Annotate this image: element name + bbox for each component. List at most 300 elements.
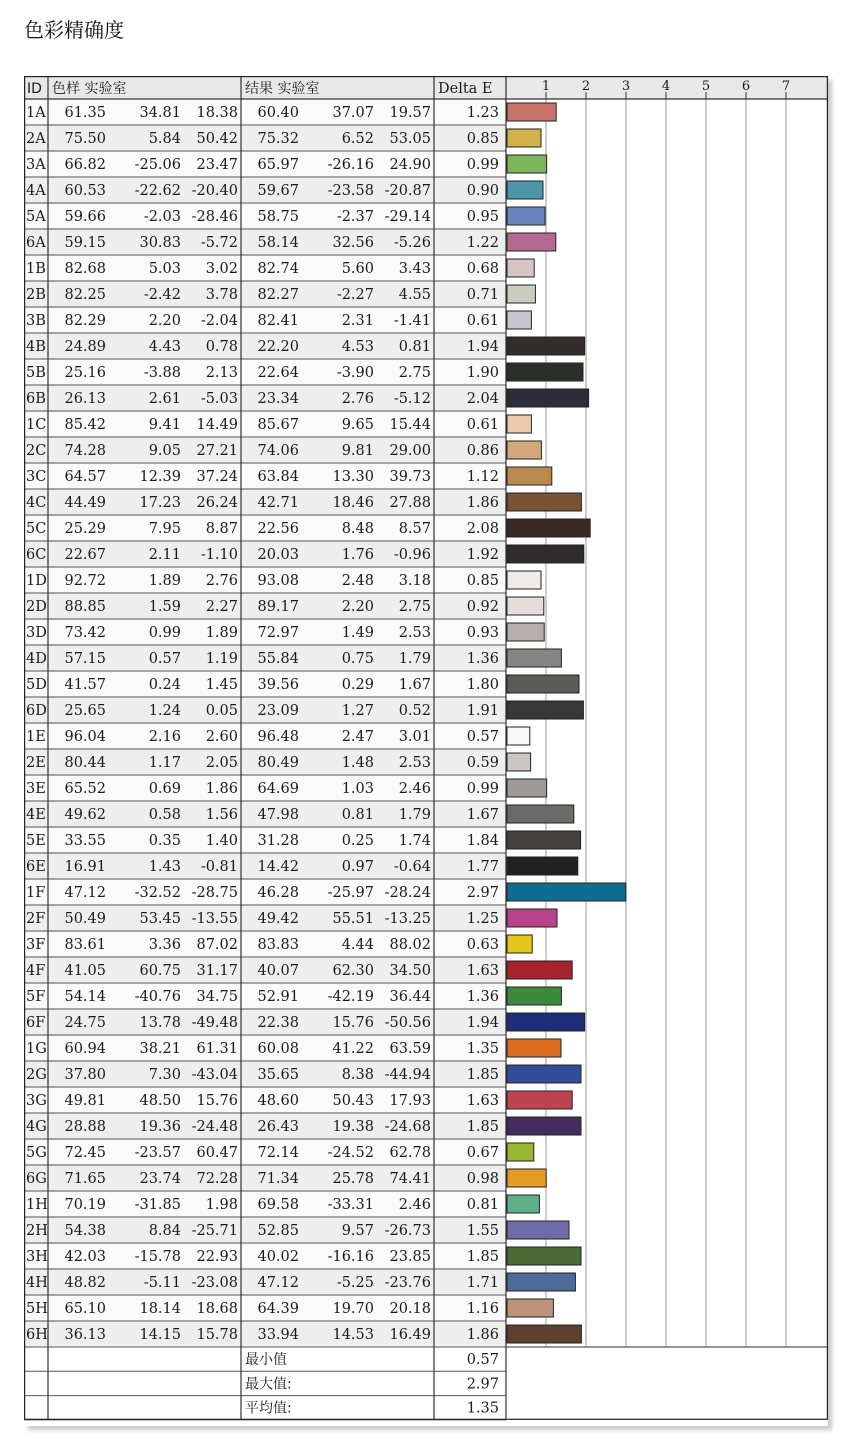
delta-bar-5G [507, 1143, 534, 1161]
delta-bar-4D [507, 649, 561, 667]
result-l: 22.56 [257, 521, 299, 537]
result-b: 2.53 [398, 625, 431, 641]
result-a: -3.90 [336, 365, 374, 381]
sample-b: 0.05 [205, 703, 238, 719]
delta-value: 1.77 [466, 859, 499, 875]
delta-bar-2D [507, 597, 544, 615]
sample-l: 42.03 [64, 1249, 106, 1265]
result-b: 34.50 [389, 963, 431, 979]
sample-a: 5.84 [148, 131, 181, 147]
sample-l: 47.12 [64, 885, 106, 901]
delta-value: 1.90 [466, 365, 499, 381]
sample-a: 13.78 [139, 1015, 181, 1031]
delta-value: 1.94 [466, 339, 499, 355]
sample-b: -2.04 [200, 313, 238, 329]
result-l: 65.97 [257, 157, 299, 173]
delta-bar-1D [507, 571, 541, 589]
delta-value: 0.93 [466, 625, 499, 641]
row-id: 6E [26, 859, 46, 875]
result-b: -1.41 [393, 313, 431, 329]
delta-bar-5H [507, 1299, 553, 1317]
result-a: 41.22 [332, 1041, 374, 1057]
sample-b: -5.72 [200, 235, 238, 251]
row-id: 4H [26, 1275, 48, 1291]
result-a: 9.81 [341, 443, 374, 459]
axis-tick-label: 7 [781, 79, 791, 94]
sample-a: 60.75 [139, 963, 181, 979]
delta-bar-1H [507, 1195, 539, 1213]
result-b: 1.67 [398, 677, 431, 693]
delta-value: 0.92 [466, 599, 499, 615]
sample-a: 0.35 [148, 833, 181, 849]
sample-l: 74.28 [64, 443, 106, 459]
delta-value: 1.16 [466, 1301, 499, 1317]
row-id: 6A [26, 235, 46, 251]
sample-l: 44.49 [64, 495, 106, 511]
row-id: 3C [26, 469, 47, 485]
sample-b: -28.46 [191, 209, 238, 225]
result-l: 58.14 [257, 235, 299, 251]
sample-a: 17.23 [139, 495, 181, 511]
row-id: 2H [26, 1223, 48, 1239]
sample-l: 59.66 [64, 209, 106, 225]
result-b: 53.05 [389, 131, 431, 147]
delta-bar-5E [507, 831, 581, 849]
result-b: 36.44 [389, 989, 431, 1005]
sample-l: 82.29 [64, 313, 106, 329]
result-l: 52.85 [257, 1223, 299, 1239]
delta-bar-5A [507, 207, 545, 225]
sample-a: 23.74 [139, 1171, 181, 1187]
sample-b: -23.08 [191, 1275, 238, 1291]
delta-bar-4H [507, 1273, 575, 1291]
result-b: -5.26 [393, 235, 431, 251]
delta-bar-3G [507, 1091, 572, 1109]
footer-label: 最大值: [245, 1376, 292, 1393]
sample-a: 38.21 [139, 1041, 181, 1057]
sample-a: 0.57 [148, 651, 181, 667]
sample-a: 14.15 [139, 1327, 181, 1343]
delta-e-chart [24, 76, 830, 1428]
row-id: 1H [26, 1197, 48, 1213]
sample-a: 3.36 [148, 937, 181, 953]
row-id: 1G [26, 1041, 47, 1057]
result-a: -5.25 [336, 1275, 374, 1291]
result-a: 1.48 [341, 755, 374, 771]
result-l: 85.67 [257, 417, 299, 433]
result-l: 35.65 [257, 1067, 299, 1083]
sample-a: -15.78 [134, 1249, 181, 1265]
sample-l: 24.75 [64, 1015, 106, 1031]
result-l: 80.49 [257, 755, 299, 771]
delta-bar-6A [507, 233, 556, 251]
result-b: -5.12 [393, 391, 431, 407]
sample-l: 25.16 [64, 365, 106, 381]
row-id: 3E [26, 781, 46, 797]
sample-b: -13.55 [191, 911, 238, 927]
result-b: -13.25 [384, 911, 431, 927]
sample-l: 65.52 [64, 781, 106, 797]
axis-tick-label: 4 [661, 79, 671, 94]
sample-l: 70.19 [64, 1197, 106, 1213]
row-id: 2C [26, 443, 47, 459]
sample-b: 14.49 [196, 417, 238, 433]
result-b: -20.87 [384, 183, 431, 199]
row-id: 1D [26, 573, 47, 589]
sample-l: 61.35 [64, 105, 106, 121]
sample-l: 37.80 [64, 1067, 106, 1083]
delta-value: 0.71 [466, 287, 499, 303]
delta-value: 1.86 [466, 1327, 499, 1343]
result-l: 75.32 [257, 131, 299, 147]
result-l: 47.12 [257, 1275, 299, 1291]
footer-value: 1.35 [466, 1400, 499, 1417]
sample-b: 50.42 [196, 131, 238, 147]
result-l: 64.39 [257, 1301, 299, 1317]
result-b: 74.41 [389, 1171, 431, 1187]
result-b: 19.57 [389, 105, 431, 121]
delta-value: 1.36 [466, 989, 499, 1005]
delta-bar-6E [507, 857, 578, 875]
row-id: 1C [26, 417, 47, 433]
sample-b: 72.28 [196, 1171, 238, 1187]
sample-l: 33.55 [64, 833, 106, 849]
delta-bar-6C [507, 545, 584, 563]
row-id: 6F [26, 1015, 46, 1031]
sample-a: 2.16 [148, 729, 181, 745]
result-l: 58.75 [257, 209, 299, 225]
sample-a: 19.36 [139, 1119, 181, 1135]
sample-l: 73.42 [64, 625, 106, 641]
row-id: 3B [26, 313, 46, 329]
sample-a: 1.24 [148, 703, 181, 719]
sample-a: 0.99 [148, 625, 181, 641]
sample-b: 2.60 [205, 729, 238, 745]
delta-value: 1.55 [466, 1223, 499, 1239]
sample-a: 1.43 [148, 859, 181, 875]
result-b: 88.02 [389, 937, 431, 953]
delta-value: 0.81 [466, 1197, 499, 1213]
result-b: 8.57 [398, 521, 431, 537]
delta-value: 1.67 [466, 807, 499, 823]
sample-a: 34.81 [139, 105, 181, 121]
sample-a: -22.62 [134, 183, 181, 199]
row-id: 3D [26, 625, 47, 641]
sample-l: 49.62 [64, 807, 106, 823]
delta-value: 0.68 [466, 261, 499, 277]
header-delta: Delta E [438, 81, 493, 97]
row-id: 4F [26, 963, 46, 979]
delta-value: 1.84 [466, 833, 499, 849]
sample-l: 57.15 [64, 651, 106, 667]
sample-b: 23.47 [196, 157, 238, 173]
sample-a: 7.95 [148, 521, 181, 537]
delta-bar-2G [507, 1065, 581, 1083]
delta-bar-5D [507, 675, 579, 693]
delta-value: 0.95 [466, 209, 499, 225]
sample-b: -43.04 [191, 1067, 238, 1083]
sample-a: 2.20 [148, 313, 181, 329]
delta-value: 1.86 [466, 495, 499, 511]
result-a: -23.58 [327, 183, 374, 199]
result-l: 83.83 [257, 937, 299, 953]
result-b: 20.18 [389, 1301, 431, 1317]
result-a: 0.25 [341, 833, 374, 849]
delta-value: 1.23 [466, 105, 499, 121]
result-b: 62.78 [389, 1145, 431, 1161]
sample-a: 7.30 [148, 1067, 181, 1083]
row-id: 6C [26, 547, 47, 563]
sample-b: -20.40 [191, 183, 238, 199]
delta-bar-5F [507, 987, 561, 1005]
result-b: 23.85 [389, 1249, 431, 1265]
delta-value: 1.92 [466, 547, 499, 563]
sample-l: 85.42 [64, 417, 106, 433]
sample-a: 8.84 [148, 1223, 181, 1239]
sample-b: 3.78 [205, 287, 238, 303]
row-id: 3G [26, 1093, 47, 1109]
delta-value: 0.59 [466, 755, 499, 771]
delta-bar-1E [507, 727, 530, 745]
result-a: 8.48 [341, 521, 374, 537]
delta-bar-4C [507, 493, 581, 511]
sample-l: 54.14 [64, 989, 106, 1005]
result-l: 23.09 [257, 703, 299, 719]
sample-l: 64.57 [64, 469, 106, 485]
delta-bar-2H [507, 1221, 569, 1239]
sample-b: 15.76 [196, 1093, 238, 1109]
sample-l: 80.44 [64, 755, 106, 771]
sample-l: 36.13 [64, 1327, 106, 1343]
sample-a: 30.83 [139, 235, 181, 251]
result-l: 48.60 [257, 1093, 299, 1109]
result-b: 2.46 [398, 781, 431, 797]
result-a: 9.65 [341, 417, 374, 433]
sample-l: 66.82 [64, 157, 106, 173]
result-l: 89.17 [257, 599, 299, 615]
delta-bar-4G [507, 1117, 581, 1135]
sample-b: 87.02 [196, 937, 238, 953]
sample-b: 8.87 [205, 521, 238, 537]
result-b: -50.56 [384, 1015, 431, 1031]
row-id: 5G [26, 1145, 47, 1161]
delta-bar-4F [507, 961, 572, 979]
delta-value: 0.99 [466, 781, 499, 797]
result-l: 63.84 [257, 469, 299, 485]
sample-a: 12.39 [139, 469, 181, 485]
sample-a: 9.05 [148, 443, 181, 459]
delta-value: 0.86 [466, 443, 499, 459]
delta-bar-1C [507, 415, 531, 433]
delta-value: 0.85 [466, 131, 499, 147]
result-a: 50.43 [332, 1093, 374, 1109]
sample-b: 15.78 [196, 1327, 238, 1343]
result-a: 5.60 [341, 261, 374, 277]
delta-bar-6G [507, 1169, 546, 1187]
row-id: 2A [26, 131, 46, 147]
result-a: 1.76 [341, 547, 374, 563]
delta-value: 1.91 [466, 703, 499, 719]
result-a: -24.52 [327, 1145, 374, 1161]
delta-value: 0.61 [466, 313, 499, 329]
result-a: 0.97 [341, 859, 374, 875]
sample-b: -5.03 [200, 391, 238, 407]
result-l: 22.20 [257, 339, 299, 355]
sample-b: 1.45 [205, 677, 238, 693]
sample-b: 1.40 [205, 833, 238, 849]
sample-l: 72.45 [64, 1145, 106, 1161]
result-b: 0.52 [398, 703, 431, 719]
axis-tick-label: 5 [701, 79, 711, 94]
result-a: 6.52 [341, 131, 374, 147]
sample-b: 18.38 [196, 105, 238, 121]
row-id: 4C [26, 495, 47, 511]
sample-l: 71.65 [64, 1171, 106, 1187]
result-a: 13.30 [332, 469, 374, 485]
result-l: 46.28 [257, 885, 299, 901]
result-l: 42.71 [257, 495, 299, 511]
result-l: 52.91 [257, 989, 299, 1005]
delta-bar-5B [507, 363, 583, 381]
delta-value: 1.71 [466, 1275, 499, 1291]
delta-bar-3D [507, 623, 544, 641]
sample-a: -5.11 [143, 1275, 181, 1291]
delta-bar-3H [507, 1247, 581, 1265]
result-a: 55.51 [332, 911, 374, 927]
result-b: 4.55 [398, 287, 431, 303]
result-b: 3.18 [398, 573, 431, 589]
result-b: 1.74 [398, 833, 431, 849]
sample-l: 65.10 [64, 1301, 106, 1317]
sample-l: 54.38 [64, 1223, 106, 1239]
result-b: 3.01 [398, 729, 431, 745]
sample-l: 41.57 [64, 677, 106, 693]
delta-bar-3E [507, 779, 547, 797]
row-id: 2D [26, 599, 47, 615]
result-b: 1.79 [398, 807, 431, 823]
result-a: 4.44 [341, 937, 374, 953]
sample-a: 0.58 [148, 807, 181, 823]
result-b: -24.68 [384, 1119, 431, 1135]
result-l: 49.42 [257, 911, 299, 927]
sample-b: -49.48 [191, 1015, 238, 1031]
sample-b: 37.24 [196, 469, 238, 485]
delta-bar-6F [507, 1013, 585, 1031]
row-id: 6G [26, 1171, 47, 1187]
delta-value: 1.94 [466, 1015, 499, 1031]
row-id: 1B [26, 261, 46, 277]
result-l: 40.07 [257, 963, 299, 979]
result-l: 55.84 [257, 651, 299, 667]
header-result: 结果 实验室 [245, 81, 320, 97]
result-a: 62.30 [332, 963, 374, 979]
sample-b: 31.17 [196, 963, 238, 979]
delta-value: 0.57 [466, 729, 499, 745]
sample-b: 1.86 [205, 781, 238, 797]
result-a: 1.03 [341, 781, 374, 797]
result-a: 1.49 [341, 625, 374, 641]
sample-b: 34.75 [196, 989, 238, 1005]
result-a: 2.76 [341, 391, 374, 407]
axis-tick-label: 3 [621, 79, 631, 94]
sample-l: 48.82 [64, 1275, 106, 1291]
row-id: 3H [26, 1249, 48, 1265]
row-id: 5E [26, 833, 46, 849]
delta-bar-2C [507, 441, 541, 459]
result-l: 22.38 [257, 1015, 299, 1031]
sample-a: 4.43 [148, 339, 181, 355]
result-l: 64.69 [257, 781, 299, 797]
result-a: 18.46 [332, 495, 374, 511]
sample-l: 26.13 [64, 391, 106, 407]
result-b: 39.73 [389, 469, 431, 485]
sample-a: -2.03 [143, 209, 181, 225]
delta-value: 1.22 [466, 235, 499, 251]
result-l: 82.74 [257, 261, 299, 277]
result-b: 15.44 [389, 417, 431, 433]
delta-bar-2E [507, 753, 531, 771]
sample-a: 2.11 [148, 547, 181, 563]
result-l: 22.64 [257, 365, 299, 381]
result-b: 29.00 [389, 443, 431, 459]
result-a: 2.47 [341, 729, 374, 745]
result-b: -0.64 [393, 859, 431, 875]
sample-b: 2.27 [205, 599, 238, 615]
header-sample: 色样 实验室 [52, 81, 127, 97]
row-id: 1F [26, 885, 46, 901]
sample-b: 60.47 [196, 1145, 238, 1161]
header-id: ID [27, 81, 42, 97]
row-id: 5F [26, 989, 46, 1005]
result-a: 37.07 [332, 105, 374, 121]
result-l: 33.94 [257, 1327, 299, 1343]
delta-value: 2.08 [466, 521, 499, 537]
result-b: 3.43 [398, 261, 431, 277]
footer-label: 最小值 [245, 1352, 287, 1368]
sample-b: 3.02 [205, 261, 238, 277]
delta-bar-4E [507, 805, 574, 823]
result-l: 96.48 [257, 729, 299, 745]
result-a: 14.53 [332, 1327, 374, 1343]
sample-a: 1.17 [148, 755, 181, 771]
sample-l: 92.72 [64, 573, 106, 589]
delta-bar-4A [507, 181, 543, 199]
result-l: 39.56 [257, 677, 299, 693]
delta-value: 1.80 [466, 677, 499, 693]
result-b: 27.88 [389, 495, 431, 511]
sample-a: -32.52 [134, 885, 181, 901]
delta-bar-3C [507, 467, 552, 485]
delta-bar-6H [507, 1325, 581, 1343]
row-id: 3F [26, 937, 46, 953]
delta-value: 1.25 [466, 911, 499, 927]
sample-l: 75.50 [64, 131, 106, 147]
delta-value: 0.63 [466, 937, 499, 953]
sample-b: 18.68 [196, 1301, 238, 1317]
result-a: -2.37 [336, 209, 374, 225]
result-b: 63.59 [389, 1041, 431, 1057]
result-a: 19.70 [332, 1301, 374, 1317]
result-a: -42.19 [327, 989, 374, 1005]
delta-value: 2.04 [466, 391, 499, 407]
sample-l: 49.81 [64, 1093, 106, 1109]
delta-value: 0.98 [466, 1171, 499, 1187]
sample-l: 96.04 [64, 729, 106, 745]
result-b: 2.75 [398, 365, 431, 381]
row-id: 2F [26, 911, 46, 927]
delta-value: 1.85 [466, 1119, 499, 1135]
result-l: 60.08 [257, 1041, 299, 1057]
